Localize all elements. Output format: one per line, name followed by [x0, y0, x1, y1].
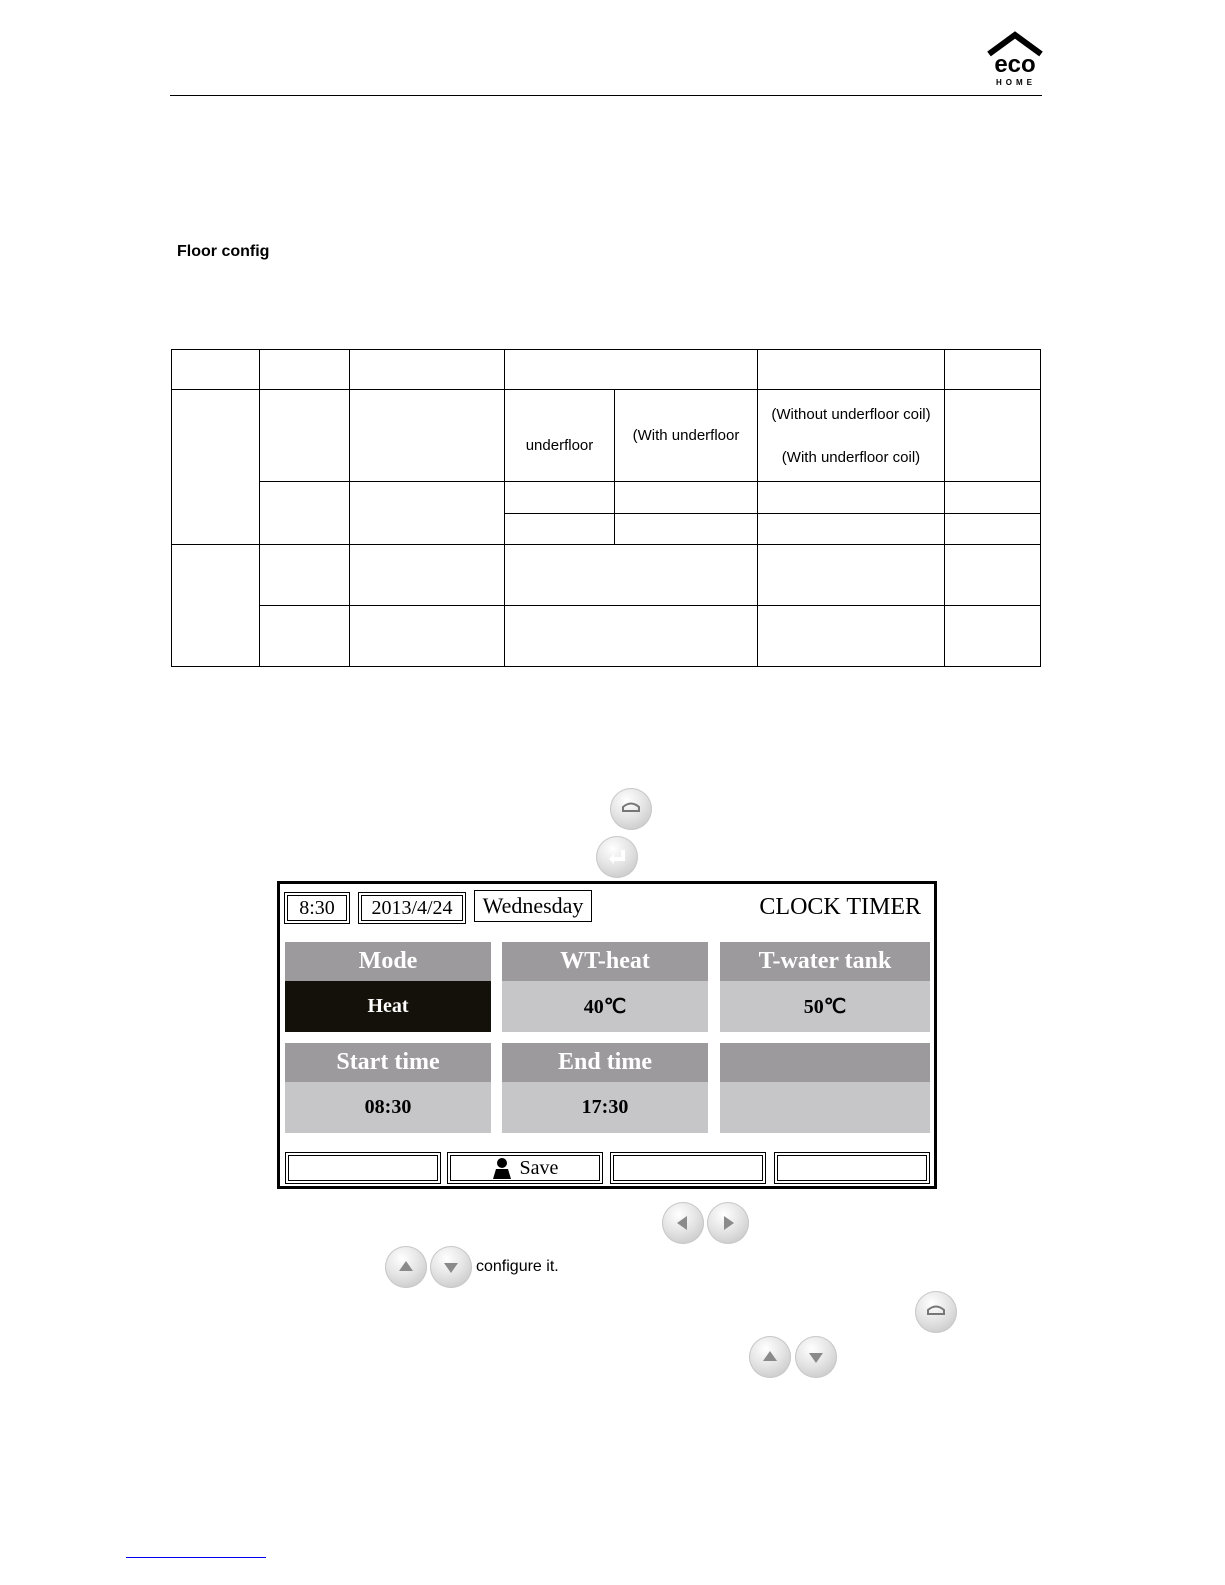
table-cell — [505, 545, 758, 606]
table-cell — [945, 545, 1041, 606]
section-title: Floor config — [177, 243, 270, 260]
table-cell — [350, 482, 505, 545]
tile-label: Mode — [285, 942, 491, 981]
table-cell — [615, 390, 758, 482]
table-cell — [758, 390, 945, 482]
tile-t-water-tank[interactable] — [720, 942, 930, 1032]
tile-value: 08:30 — [285, 1082, 491, 1133]
table-cell — [945, 514, 1041, 545]
table-cell — [945, 350, 1041, 390]
enter-button-icon[interactable] — [596, 836, 638, 878]
softkey-4[interactable] — [774, 1152, 930, 1184]
table-cell — [615, 514, 758, 545]
table-cell — [260, 545, 350, 606]
footer-link-underline[interactable] — [126, 1557, 266, 1558]
tile-label: T-water tank — [720, 942, 930, 981]
table-cell — [758, 545, 945, 606]
left-arrow-button-icon[interactable] — [662, 1202, 704, 1244]
table-cell — [505, 350, 758, 390]
tile-value — [720, 1082, 930, 1133]
table-row — [172, 545, 1041, 606]
table-cell — [260, 482, 350, 545]
save-button[interactable] — [447, 1152, 603, 1184]
table-cell — [945, 482, 1041, 514]
up-arrow-button-icon[interactable] — [385, 1246, 427, 1288]
table-cell — [350, 606, 505, 667]
tile-label: End time — [502, 1043, 708, 1082]
table-row — [172, 482, 1041, 514]
tile-value: 40℃ — [502, 981, 708, 1032]
table-cell — [172, 350, 260, 390]
table-cell — [172, 390, 260, 545]
table-cell — [758, 350, 945, 390]
table-header-row — [172, 350, 1041, 390]
up-arrow-button-icon[interactable] — [749, 1336, 791, 1378]
tile-label: WT-heat — [502, 942, 708, 981]
weekday-display: Wednesday — [474, 890, 592, 922]
table-cell — [260, 606, 350, 667]
table-row — [172, 606, 1041, 667]
table-cell — [758, 514, 945, 545]
controller-screen — [277, 881, 937, 1189]
down-arrow-button-icon[interactable] — [430, 1246, 472, 1288]
table-cell — [350, 350, 505, 390]
table-cell — [505, 390, 615, 482]
table-cell — [945, 390, 1041, 482]
tile-value: 17:30 — [502, 1082, 708, 1133]
tile-value: 50℃ — [720, 981, 930, 1032]
right-arrow-button-icon[interactable] — [707, 1202, 749, 1244]
date-display: 2013/4/24 — [358, 892, 466, 924]
softkey-3[interactable] — [610, 1152, 766, 1184]
tile-empty[interactable] — [720, 1043, 930, 1133]
cell-text-with-underfloor: (With underfloor — [632, 427, 740, 444]
table-cell — [615, 482, 758, 514]
tile-label: Start time — [285, 1043, 491, 1082]
tile-end-time[interactable] — [502, 1043, 708, 1133]
table-cell — [758, 482, 945, 514]
table-cell — [172, 545, 260, 667]
table-cell — [758, 606, 945, 667]
table-cell — [505, 514, 615, 545]
tile-value: Heat — [285, 981, 491, 1032]
tile-mode[interactable] — [285, 942, 491, 1032]
configure-text: configure it. — [476, 1258, 559, 1275]
tile-wt-heat[interactable] — [502, 942, 708, 1032]
softkey-1[interactable] — [285, 1152, 441, 1184]
table-cell — [260, 390, 350, 482]
cell-text-underfloor: underfloor — [525, 437, 594, 454]
header-divider — [170, 95, 1042, 96]
table-cell — [505, 606, 758, 667]
table-cell — [945, 606, 1041, 667]
home-button-icon[interactable] — [610, 788, 652, 830]
table-row — [172, 390, 1041, 482]
tile-start-time[interactable] — [285, 1043, 491, 1133]
cell-text-without-coil: (Without underfloor coil) — [771, 405, 931, 423]
floor-config-table — [171, 349, 1041, 667]
down-arrow-button-icon[interactable] — [795, 1336, 837, 1378]
cell-text-with-coil: (With underfloor coil) — [781, 448, 921, 466]
table-cell — [350, 390, 505, 482]
home-button-icon[interactable] — [915, 1291, 957, 1333]
save-label: Save — [519, 1156, 559, 1179]
screen-title: CLOCK TIMER — [759, 894, 921, 920]
table-cell — [260, 350, 350, 390]
svg-text:eco: eco — [994, 51, 1036, 78]
table-cell — [505, 482, 615, 514]
time-display: 8:30 — [284, 892, 350, 924]
user-icon — [492, 1157, 512, 1179]
table-cell — [350, 545, 505, 606]
svg-text:HOME: HOME — [996, 78, 1036, 87]
eco-home-logo — [984, 30, 1046, 88]
tile-label — [720, 1043, 930, 1082]
